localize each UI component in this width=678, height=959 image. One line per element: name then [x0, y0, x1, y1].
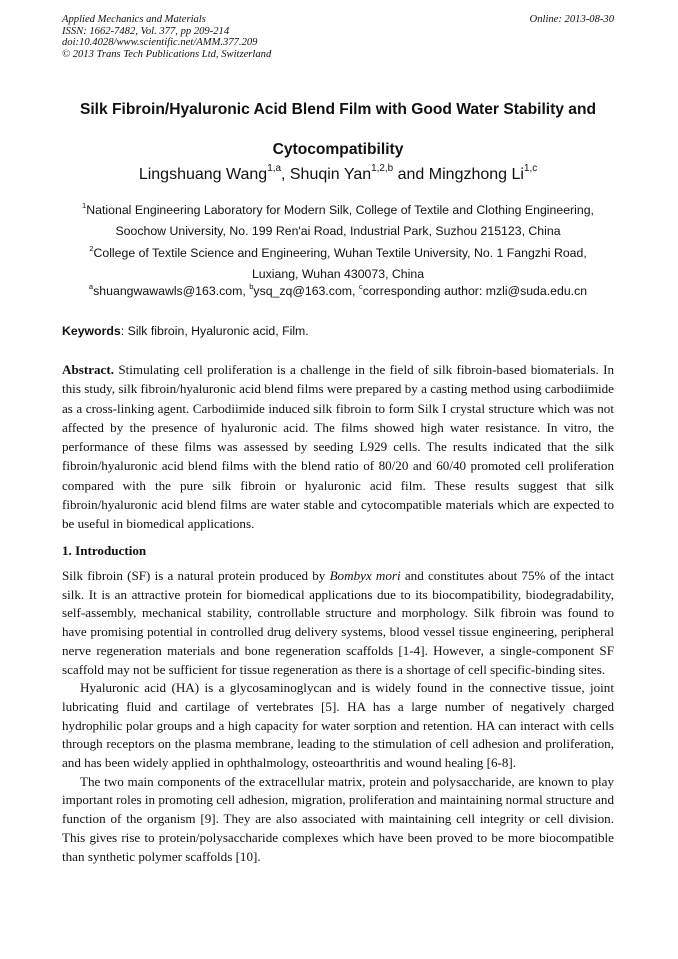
author-name: Shuqin Yan [289, 166, 372, 183]
affiliation-mark: 1 [82, 200, 87, 210]
paper-title [62, 90, 614, 170]
paragraph: The two main components of the extracellular matrix, protein and polysaccharide, are known to play important roles in promoting cell adhesion, migration, proliferation and maintaining normal structure and function of the organism [9]. They are also associated with maintaining cell integrity or cell division. This gives rise to protein/polysaccharide complexes which have been proved to be more biocompatible than synthetic polymer scaffolds [10]. [62, 773, 614, 864]
online-date: Online: 2013-08-30 [529, 14, 614, 25]
affiliation-line: Luxiang, Wuhan 430073, China [251, 267, 425, 281]
species-name: Bombyx mori [329, 568, 401, 583]
affiliation-line: Soochow University, No. 199 Ren'ai Road, Industrial Park, Suzhou 215123, China [115, 224, 561, 238]
paragraph: Hyaluronic acid (HA) is a glycosaminoglycan and is widely found in the connective tissue, joint lubricating fluid and cartilage of vertebrates [5]. HA has a large number of negatively charged hydrophilic polar groups and a high capacity for water sorption and retention. HA can interact with cells through receptors on the plasma membrane, leading to the stimulation of cell adhesion and proliferation, and has been widely applied in ophthalmology, osteoarthritis and wound healing [6-8]. [62, 680, 614, 771]
affiliation-2 [62, 243, 614, 285]
keywords-label: Keywords [62, 324, 121, 338]
title-line-1: Silk Fibroin/Hyaluronic Acid Blend Film with Good Water Stability and [79, 101, 597, 118]
abstract [62, 360, 614, 534]
paragraph [62, 567, 614, 679]
section-heading-introduction: 1. Introduction [62, 543, 147, 558]
journal-name: Applied Mechanics and Materials [62, 14, 206, 25]
abstract-text: Stimulating cell proliferation is a challenge in the field of silk fibroin-based biomaterials. In this study, silk fibroin/hyaluronic acid blend films were prepared by a casting method using carbodiimide as a cross-linking agent. Carbodiimide induced silk fibroin to form Silk I crystal structure which was not affected by the presence of hyaluronic acid. The films showed high water resistance. In vitro, the performance of these films was assessed by seeding L929 cells. The results indicated that the silk fibroin/hyaluronic acid blend films with the blend ratio of 80/20 and 60/40 promoted cell proliferation compared with the pure silk fibroin or hyaluronic acid film. These results suggest that silk fibroin/hyaluronic acid blend films are water stable and cytocompatible materials which are expected to be useful in biomedical applications. [62, 362, 614, 532]
author-emails [62, 281, 614, 298]
email-mark: b [249, 281, 254, 291]
email-address[interactable]: ysq_zq@163.com, [253, 284, 359, 298]
author-affiliation-mark: 1,a [267, 163, 281, 175]
email-mark: c [358, 281, 363, 291]
author-name: Lingshuang Wang [138, 166, 268, 183]
affiliation-line: National Engineering Laboratory for Modern Silk, College of Textile and Clothing Engineering, [86, 203, 594, 217]
affiliation-1 [62, 200, 614, 242]
affiliation-line: College of Textile Science and Engineering, Wuhan Textile University, No. 1 Fangzhi Road, [93, 246, 587, 260]
journal-issn: ISSN: 1662-7482, Vol. 377, pp 209-214 [62, 25, 230, 37]
email-address[interactable]: shuangwawawls@163.com, [93, 284, 250, 298]
paragraph-text: and constitutes about 75% of the intact silk. It is an attractive protein for biomedical applications due to its biocompatibility, biodegradability, self-assembly, mechanical stability, controllable structure and morphology. Silk fibroin was found to have promising potential in controlled drug delivery systems, blood vessel tissue engineering, peripheral nerve regeneration materials and bone regeneration scaffolds [1-4]. However, a single-component SF scaffold may not be sufficient for tissue regeneration as there is a shortage of cell specific-binding sites. [62, 568, 615, 677]
title-line-2: Cytocompatibility [272, 141, 404, 158]
author-affiliation-mark: 1,2,b [371, 163, 394, 175]
paragraph-text: Silk fibroin (SF) is a natural protein produced by [62, 568, 330, 583]
journal-doi[interactable]: doi:10.4028/www.scientific.net/AMM.377.209 [62, 37, 258, 49]
keywords-text: : Silk fibroin, Hyaluronic acid, Film. [120, 324, 309, 338]
author-affiliation-mark: 1,c [523, 163, 538, 175]
abstract-label: Abstract. [62, 362, 114, 377]
author-name: Mingzhong Li [428, 166, 524, 183]
author-separator: , [280, 166, 290, 183]
keywords [62, 324, 614, 338]
affiliation-mark: 2 [89, 243, 94, 253]
journal-header [62, 14, 614, 60]
author-separator: and [393, 166, 429, 183]
email-address[interactable]: corresponding author: mzli@suda.edu.cn [362, 284, 588, 298]
introduction-body [62, 567, 614, 866]
email-mark: a [88, 281, 94, 291]
author-list [62, 163, 614, 184]
journal-copyright: © 2013 Trans Tech Publications Ltd, Switzerland [62, 48, 272, 60]
